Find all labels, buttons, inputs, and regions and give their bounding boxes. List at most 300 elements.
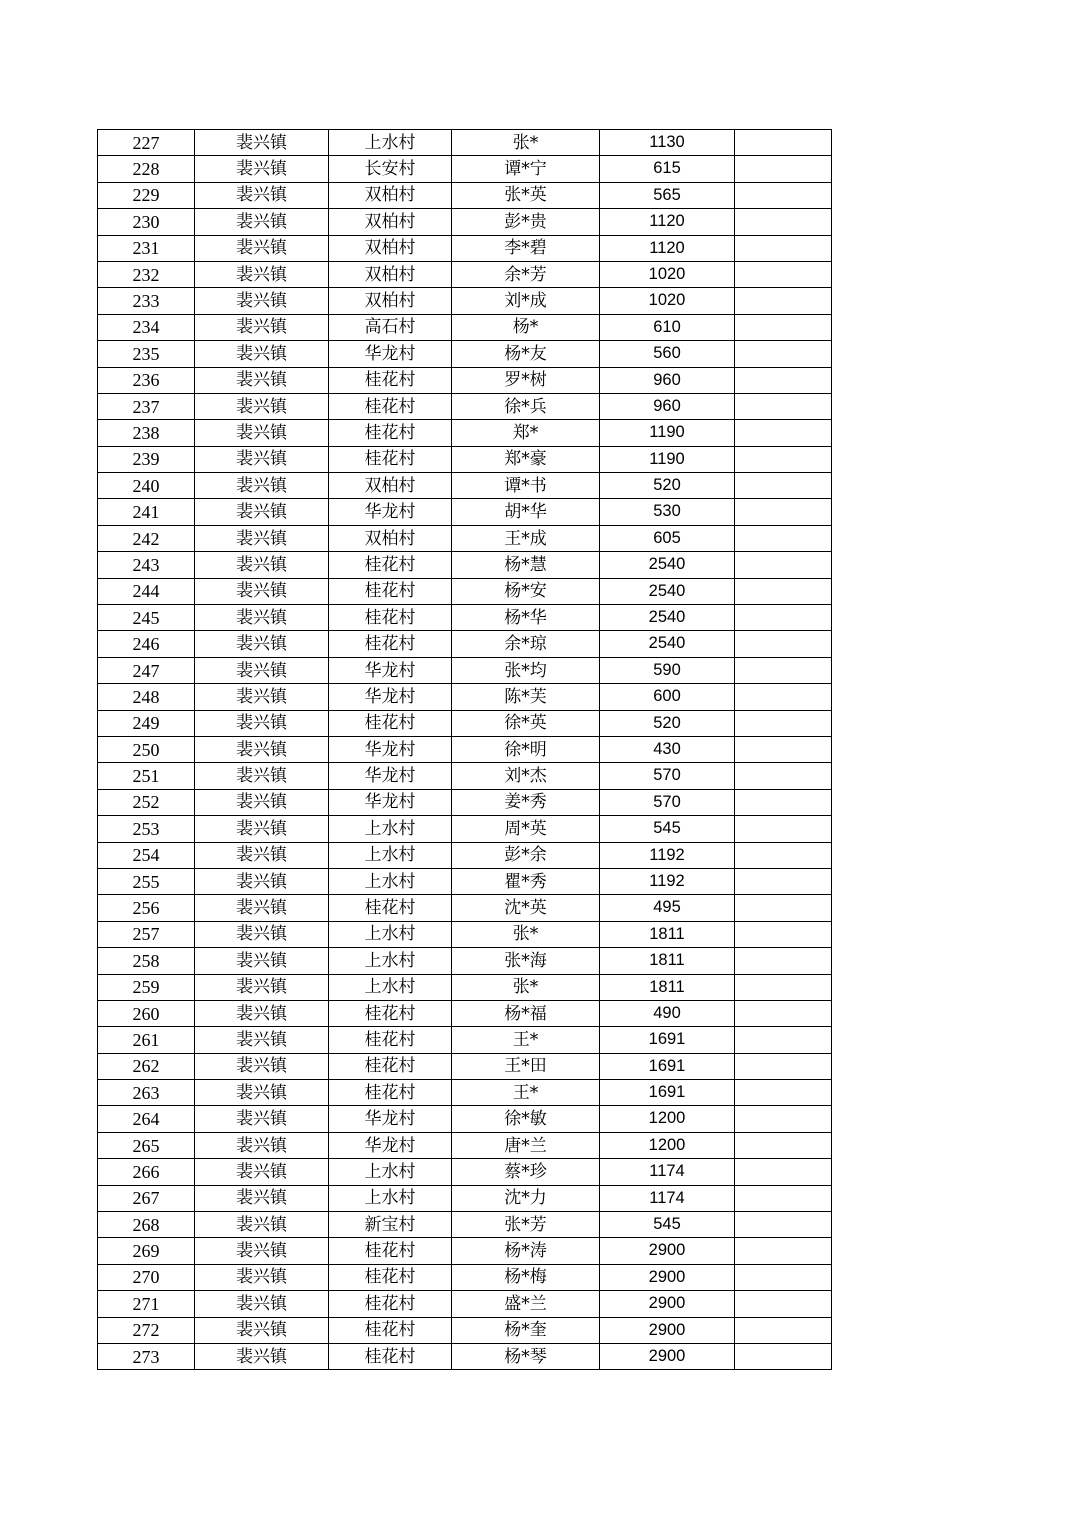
row-number-cell: 255: [98, 868, 195, 894]
row-number-cell: 273: [98, 1343, 195, 1369]
village-cell: 桂花村: [329, 1238, 452, 1264]
table-row: [98, 182, 832, 208]
village-cell: 桂花村: [329, 895, 452, 921]
village-cell: 双柏村: [329, 473, 452, 499]
row-number-cell: 251: [98, 763, 195, 789]
village-cell: 华龙村: [329, 763, 452, 789]
village-cell: 桂花村: [329, 1264, 452, 1290]
town-cell: 裴兴镇: [195, 525, 329, 551]
town-cell: 裴兴镇: [195, 420, 329, 446]
table-row: [98, 130, 832, 156]
row-number-cell: 231: [98, 235, 195, 261]
person-name-cell: 张*: [452, 921, 600, 947]
person-name-cell: 周*英: [452, 816, 600, 842]
row-number-cell: 259: [98, 974, 195, 1000]
note-cell: [735, 1106, 832, 1132]
person-name-cell: 彭*余: [452, 842, 600, 868]
row-number-cell: 241: [98, 499, 195, 525]
amount-cell: 605: [600, 525, 735, 551]
amount-cell: 560: [600, 341, 735, 367]
amount-cell: 2900: [600, 1264, 735, 1290]
amount-cell: 1811: [600, 974, 735, 1000]
table-row: [98, 1000, 832, 1026]
amount-cell: 610: [600, 314, 735, 340]
note-cell: [735, 1132, 832, 1158]
table-row: [98, 1080, 832, 1106]
person-name-cell: 张*英: [452, 182, 600, 208]
table-row: [98, 842, 832, 868]
row-number-cell: 265: [98, 1132, 195, 1158]
note-cell: [735, 1264, 832, 1290]
row-number-cell: 263: [98, 1080, 195, 1106]
person-name-cell: 杨*: [452, 314, 600, 340]
town-cell: 裴兴镇: [195, 816, 329, 842]
village-cell: 双柏村: [329, 209, 452, 235]
person-name-cell: 张*芳: [452, 1212, 600, 1238]
table-row: [98, 1159, 832, 1185]
table-row: [98, 393, 832, 419]
town-cell: 裴兴镇: [195, 842, 329, 868]
town-cell: 裴兴镇: [195, 1185, 329, 1211]
row-number-cell: 235: [98, 341, 195, 367]
town-cell: 裴兴镇: [195, 288, 329, 314]
amount-cell: 1190: [600, 420, 735, 446]
person-name-cell: 蔡*珍: [452, 1159, 600, 1185]
town-cell: 裴兴镇: [195, 314, 329, 340]
town-cell: 裴兴镇: [195, 367, 329, 393]
note-cell: [735, 1053, 832, 1079]
row-number-cell: 228: [98, 156, 195, 182]
row-number-cell: 243: [98, 552, 195, 578]
village-cell: 华龙村: [329, 789, 452, 815]
note-cell: [735, 235, 832, 261]
village-cell: 桂花村: [329, 605, 452, 631]
note-cell: [735, 420, 832, 446]
amount-cell: 1120: [600, 209, 735, 235]
town-cell: 裴兴镇: [195, 1027, 329, 1053]
village-cell: 上水村: [329, 1159, 452, 1185]
table-row: [98, 948, 832, 974]
row-number-cell: 261: [98, 1027, 195, 1053]
town-cell: 裴兴镇: [195, 341, 329, 367]
table-row: [98, 763, 832, 789]
person-name-cell: 杨*华: [452, 605, 600, 631]
amount-cell: 495: [600, 895, 735, 921]
person-name-cell: 杨*慧: [452, 552, 600, 578]
row-number-cell: 247: [98, 657, 195, 683]
town-cell: 裴兴镇: [195, 1106, 329, 1132]
table-row: [98, 288, 832, 314]
note-cell: [735, 473, 832, 499]
note-cell: [735, 895, 832, 921]
town-cell: 裴兴镇: [195, 684, 329, 710]
person-name-cell: 杨*琴: [452, 1343, 600, 1369]
note-cell: [735, 578, 832, 604]
note-cell: [735, 446, 832, 472]
town-cell: 裴兴镇: [195, 895, 329, 921]
person-name-cell: 谭*书: [452, 473, 600, 499]
person-name-cell: 王*田: [452, 1053, 600, 1079]
note-cell: [735, 1000, 832, 1026]
row-number-cell: 270: [98, 1264, 195, 1290]
row-number-cell: 234: [98, 314, 195, 340]
town-cell: 裴兴镇: [195, 473, 329, 499]
village-cell: 桂花村: [329, 1027, 452, 1053]
person-name-cell: 盛*兰: [452, 1291, 600, 1317]
town-cell: 裴兴镇: [195, 209, 329, 235]
note-cell: [735, 261, 832, 287]
town-cell: 裴兴镇: [195, 631, 329, 657]
person-name-cell: 郑*豪: [452, 446, 600, 472]
note-cell: [735, 130, 832, 156]
person-name-cell: 姜*秀: [452, 789, 600, 815]
table-row: [98, 341, 832, 367]
table-row: [98, 1343, 832, 1369]
table-row: [98, 1053, 832, 1079]
amount-cell: 1190: [600, 446, 735, 472]
village-cell: 桂花村: [329, 1291, 452, 1317]
town-cell: 裴兴镇: [195, 446, 329, 472]
table-row: [98, 605, 832, 631]
person-name-cell: 谭*宁: [452, 156, 600, 182]
village-cell: 桂花村: [329, 710, 452, 736]
village-cell: 华龙村: [329, 736, 452, 762]
town-cell: 裴兴镇: [195, 657, 329, 683]
note-cell: [735, 948, 832, 974]
row-number-cell: 229: [98, 182, 195, 208]
village-cell: 长安村: [329, 156, 452, 182]
note-cell: [735, 552, 832, 578]
town-cell: 裴兴镇: [195, 1000, 329, 1026]
person-name-cell: 郑*: [452, 420, 600, 446]
note-cell: [735, 314, 832, 340]
table-row: [98, 710, 832, 736]
table-row: [98, 657, 832, 683]
table-row: [98, 789, 832, 815]
row-number-cell: 266: [98, 1159, 195, 1185]
village-cell: 桂花村: [329, 1053, 452, 1079]
row-number-cell: 227: [98, 130, 195, 156]
row-number-cell: 232: [98, 261, 195, 287]
amount-cell: 1200: [600, 1106, 735, 1132]
town-cell: 裴兴镇: [195, 552, 329, 578]
amount-cell: 2900: [600, 1317, 735, 1343]
note-cell: [735, 736, 832, 762]
person-name-cell: 徐*英: [452, 710, 600, 736]
village-cell: 上水村: [329, 921, 452, 947]
person-name-cell: 王*: [452, 1080, 600, 1106]
table-row: [98, 631, 832, 657]
row-number-cell: 272: [98, 1317, 195, 1343]
amount-cell: 1130: [600, 130, 735, 156]
table-row: [98, 1132, 832, 1158]
row-number-cell: 237: [98, 393, 195, 419]
village-cell: 上水村: [329, 130, 452, 156]
note-cell: [735, 816, 832, 842]
table-row: [98, 367, 832, 393]
person-name-cell: 余*琼: [452, 631, 600, 657]
table-body: [98, 130, 832, 1370]
table-row: [98, 816, 832, 842]
amount-cell: 520: [600, 710, 735, 736]
note-cell: [735, 1317, 832, 1343]
note-cell: [735, 1291, 832, 1317]
amount-cell: 1691: [600, 1053, 735, 1079]
table-row: [98, 525, 832, 551]
person-name-cell: 罗*树: [452, 367, 600, 393]
table-row: [98, 684, 832, 710]
person-name-cell: 杨*奎: [452, 1317, 600, 1343]
town-cell: 裴兴镇: [195, 1212, 329, 1238]
village-cell: 桂花村: [329, 420, 452, 446]
person-name-cell: 沈*力: [452, 1185, 600, 1211]
person-name-cell: 徐*明: [452, 736, 600, 762]
person-name-cell: 沈*英: [452, 895, 600, 921]
village-cell: 桂花村: [329, 578, 452, 604]
amount-cell: 1691: [600, 1080, 735, 1106]
table-row: [98, 314, 832, 340]
person-name-cell: 瞿*秀: [452, 868, 600, 894]
row-number-cell: 262: [98, 1053, 195, 1079]
village-cell: 上水村: [329, 868, 452, 894]
town-cell: 裴兴镇: [195, 1132, 329, 1158]
amount-cell: 2540: [600, 552, 735, 578]
village-cell: 双柏村: [329, 261, 452, 287]
table-row: [98, 235, 832, 261]
village-cell: 华龙村: [329, 341, 452, 367]
row-number-cell: 250: [98, 736, 195, 762]
amount-cell: 600: [600, 684, 735, 710]
note-cell: [735, 393, 832, 419]
amount-cell: 2540: [600, 605, 735, 631]
person-name-cell: 张*: [452, 130, 600, 156]
table-row: [98, 420, 832, 446]
town-cell: 裴兴镇: [195, 393, 329, 419]
row-number-cell: 271: [98, 1291, 195, 1317]
row-number-cell: 253: [98, 816, 195, 842]
village-cell: 上水村: [329, 816, 452, 842]
village-cell: 华龙村: [329, 1106, 452, 1132]
town-cell: 裴兴镇: [195, 1343, 329, 1369]
amount-cell: 530: [600, 499, 735, 525]
table-row: [98, 473, 832, 499]
row-number-cell: 246: [98, 631, 195, 657]
note-cell: [735, 684, 832, 710]
village-cell: 高石村: [329, 314, 452, 340]
person-name-cell: 刘*成: [452, 288, 600, 314]
village-cell: 双柏村: [329, 525, 452, 551]
person-name-cell: 胡*华: [452, 499, 600, 525]
town-cell: 裴兴镇: [195, 578, 329, 604]
note-cell: [735, 1212, 832, 1238]
amount-cell: 960: [600, 367, 735, 393]
row-number-cell: 256: [98, 895, 195, 921]
amount-cell: 1174: [600, 1185, 735, 1211]
row-number-cell: 233: [98, 288, 195, 314]
amount-cell: 545: [600, 816, 735, 842]
village-cell: 华龙村: [329, 499, 452, 525]
town-cell: 裴兴镇: [195, 974, 329, 1000]
note-cell: [735, 789, 832, 815]
row-number-cell: 236: [98, 367, 195, 393]
data-table: [97, 129, 832, 1370]
amount-cell: 1192: [600, 868, 735, 894]
person-name-cell: 徐*敏: [452, 1106, 600, 1132]
table-row: [98, 499, 832, 525]
person-name-cell: 李*碧: [452, 235, 600, 261]
table-row: [98, 974, 832, 1000]
town-cell: 裴兴镇: [195, 1291, 329, 1317]
amount-cell: 1691: [600, 1027, 735, 1053]
row-number-cell: 269: [98, 1238, 195, 1264]
amount-cell: 1811: [600, 921, 735, 947]
amount-cell: 2540: [600, 631, 735, 657]
note-cell: [735, 657, 832, 683]
town-cell: 裴兴镇: [195, 130, 329, 156]
note-cell: [735, 631, 832, 657]
table-row: [98, 578, 832, 604]
town-cell: 裴兴镇: [195, 182, 329, 208]
note-cell: [735, 1343, 832, 1369]
town-cell: 裴兴镇: [195, 736, 329, 762]
village-cell: 桂花村: [329, 367, 452, 393]
note-cell: [735, 288, 832, 314]
note-cell: [735, 1080, 832, 1106]
person-name-cell: 杨*涛: [452, 1238, 600, 1264]
table-row: [98, 209, 832, 235]
note-cell: [735, 1027, 832, 1053]
row-number-cell: 239: [98, 446, 195, 472]
note-cell: [735, 974, 832, 1000]
amount-cell: 430: [600, 736, 735, 762]
village-cell: 桂花村: [329, 1317, 452, 1343]
village-cell: 桂花村: [329, 393, 452, 419]
village-cell: 双柏村: [329, 182, 452, 208]
person-name-cell: 杨*友: [452, 341, 600, 367]
row-number-cell: 240: [98, 473, 195, 499]
village-cell: 上水村: [329, 974, 452, 1000]
note-cell: [735, 1238, 832, 1264]
row-number-cell: 252: [98, 789, 195, 815]
row-number-cell: 242: [98, 525, 195, 551]
row-number-cell: 249: [98, 710, 195, 736]
table-row: [98, 736, 832, 762]
row-number-cell: 248: [98, 684, 195, 710]
person-name-cell: 彭*贵: [452, 209, 600, 235]
amount-cell: 565: [600, 182, 735, 208]
table-row: [98, 1027, 832, 1053]
amount-cell: 2540: [600, 578, 735, 604]
amount-cell: 615: [600, 156, 735, 182]
person-name-cell: 张*均: [452, 657, 600, 683]
town-cell: 裴兴镇: [195, 710, 329, 736]
person-name-cell: 张*海: [452, 948, 600, 974]
amount-cell: 2900: [600, 1343, 735, 1369]
row-number-cell: 260: [98, 1000, 195, 1026]
village-cell: 华龙村: [329, 657, 452, 683]
amount-cell: 1192: [600, 842, 735, 868]
note-cell: [735, 842, 832, 868]
table-row: [98, 1106, 832, 1132]
village-cell: 上水村: [329, 842, 452, 868]
table-row: [98, 156, 832, 182]
table-row: [98, 1238, 832, 1264]
person-name-cell: 刘*杰: [452, 763, 600, 789]
village-cell: 双柏村: [329, 288, 452, 314]
note-cell: [735, 1185, 832, 1211]
village-cell: 新宝村: [329, 1212, 452, 1238]
village-cell: 桂花村: [329, 446, 452, 472]
note-cell: [735, 1159, 832, 1185]
town-cell: 裴兴镇: [195, 261, 329, 287]
note-cell: [735, 367, 832, 393]
amount-cell: 570: [600, 763, 735, 789]
town-cell: 裴兴镇: [195, 1238, 329, 1264]
row-number-cell: 257: [98, 921, 195, 947]
town-cell: 裴兴镇: [195, 763, 329, 789]
village-cell: 双柏村: [329, 235, 452, 261]
person-name-cell: 王*成: [452, 525, 600, 551]
amount-cell: 960: [600, 393, 735, 419]
table-row: [98, 1185, 832, 1211]
person-name-cell: 陈*芙: [452, 684, 600, 710]
village-cell: 上水村: [329, 1185, 452, 1211]
row-number-cell: 245: [98, 605, 195, 631]
table-row: [98, 895, 832, 921]
town-cell: 裴兴镇: [195, 605, 329, 631]
village-cell: 上水村: [329, 948, 452, 974]
amount-cell: 1200: [600, 1132, 735, 1158]
person-name-cell: 杨*福: [452, 1000, 600, 1026]
row-number-cell: 258: [98, 948, 195, 974]
person-name-cell: 张*: [452, 974, 600, 1000]
person-name-cell: 余*芳: [452, 261, 600, 287]
town-cell: 裴兴镇: [195, 235, 329, 261]
amount-cell: 1120: [600, 235, 735, 261]
table-row: [98, 552, 832, 578]
note-cell: [735, 763, 832, 789]
amount-cell: 1174: [600, 1159, 735, 1185]
amount-cell: 570: [600, 789, 735, 815]
person-name-cell: 王*: [452, 1027, 600, 1053]
note-cell: [735, 499, 832, 525]
note-cell: [735, 182, 832, 208]
village-cell: 桂花村: [329, 1000, 452, 1026]
person-name-cell: 徐*兵: [452, 393, 600, 419]
amount-cell: 1020: [600, 288, 735, 314]
town-cell: 裴兴镇: [195, 1053, 329, 1079]
village-cell: 华龙村: [329, 1132, 452, 1158]
amount-cell: 1811: [600, 948, 735, 974]
town-cell: 裴兴镇: [195, 921, 329, 947]
row-number-cell: 230: [98, 209, 195, 235]
person-name-cell: 唐*兰: [452, 1132, 600, 1158]
amount-cell: 490: [600, 1000, 735, 1026]
town-cell: 裴兴镇: [195, 1264, 329, 1290]
town-cell: 裴兴镇: [195, 1317, 329, 1343]
row-number-cell: 264: [98, 1106, 195, 1132]
note-cell: [735, 156, 832, 182]
table-row: [98, 1317, 832, 1343]
table-row: [98, 261, 832, 287]
town-cell: 裴兴镇: [195, 1080, 329, 1106]
person-name-cell: 杨*梅: [452, 1264, 600, 1290]
row-number-cell: 267: [98, 1185, 195, 1211]
table-row: [98, 868, 832, 894]
town-cell: 裴兴镇: [195, 868, 329, 894]
village-cell: 华龙村: [329, 684, 452, 710]
table-row: [98, 1291, 832, 1317]
